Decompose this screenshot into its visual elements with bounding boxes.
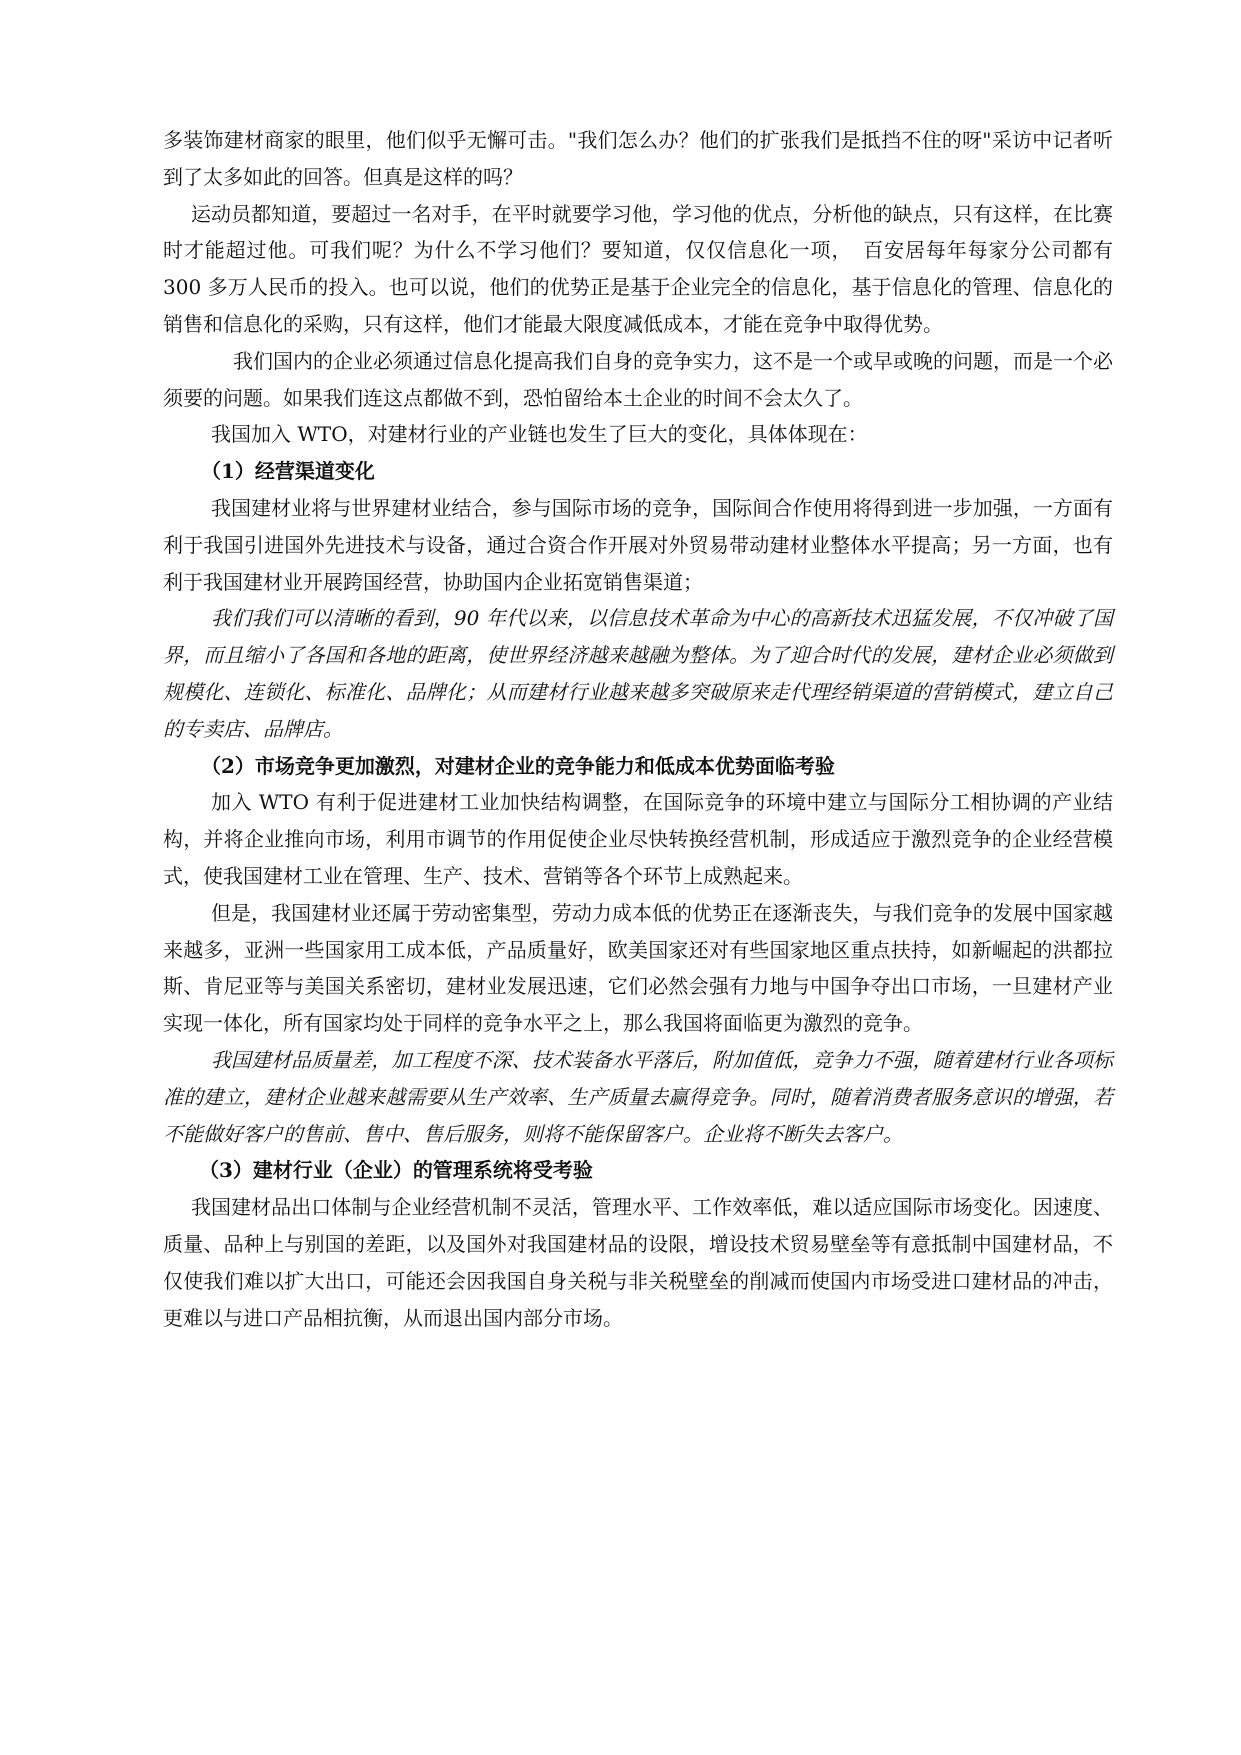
document-page [163,122,1113,1336]
paragraph-8: 但是，我国建材业还属于劳动密集型，劳动力成本低的优势正在逐渐丧失，与我们竞争的发展中国家越来越多，亚洲一些国家用工成本低，产品质量好，欧美国家还对有些国家地区重点扶持，如新崛起的洪都拉斯、肯尼亚等与美国关系密切，建材业发展迅速，它们必然会强有力地与中国争夺出口市场，一旦建材产业实现一体化，所有国家均处于同样的竞争水平之上，那么我国将面临更为激烈的竞争。 [163,900,1113,1036]
paragraph-7: 加入 WTO 有利于促进建材工业加快结构调整，在国际竞争的环境中建立与国际分工相协调的产业结构，并将企业推向市场，利用市调节的作用促使企业尽快转换经营机制，形成适应于激烈竞争的企业经营模式，使我国建材工业在管理、生产、技术、营销等各个环节上成熟起来。 [163,790,1113,888]
paragraph-4: 我国加入 WTO，对建材行业的产业链也发生了巨大的变化，具体体现在： [211,422,868,447]
section-heading-3: （3）建材行业（企业）的管理系统将受考验 [199,1158,593,1183]
paragraph-1: 多装饰建材商家的眼里，他们似乎无懈可击。"我们怎么办？他们的扩张我们是抵挡不住的呀"采访中记者听到了太多如此的回答。但真是这样的吗？ [163,128,1113,189]
section-heading-1: （1）经营渠道变化 [201,459,375,484]
paragraph-2: 运动员都知道，要超过一名对手，在平时就要学习他，学习他的优点，分析他的缺点，只有这样，在比赛时才能超过他。可我们呢？为什么不学习他们？要知道，仅仅信息化一项， 百安居每年每家分公司都有 300 多万人民币的投入。也可以说，他们的优势正是基于企业完全的信息化，基于信息化的管理、信息化的销售和信息化的采购，只有这样，他们才能最大限度减低成本，才能在竞争中取得优势。 [163,201,1113,336]
section-heading-2: （2）市场竞争更加激烈，对建材企业的竞争能力和低成本优势面临考验 [201,753,835,778]
paragraph-5: 我国建材业将与世界建材业结合，参与国际市场的竞争，国际间合作使用将得到进一步加强，一方面有利于我国引进国外先进技术与设备，通过合资合作开展对外贸易带动建材业整体水平提高；另一方面，也有利于我国建材业开展跨国经营，协助国内企业拓宽销售渠道； [163,495,1113,594]
paragraph-9-italic: 我国建材品质量差，加工程度不深、技术装备水平落后，附加值低，竞争力不强，随着建材行业各项标准的建立，建材企业越来越需要从生产效率、生产质量去赢得竞争。同时，随着消费者服务意识的增强，若不能做好客户的售前、售中、售后服务，则将不能保留客户。企业将不断失去客户。 [163,1047,1113,1146]
paragraph-3: 我们国内的企业必须通过信息化提高我们自身的竞争实力，这不是一个或早或晚的问题，而是一个必须要的问题。如果我们连这点都做不到，恐怕留给本土企业的时间不会太久了。 [163,348,1113,410]
paragraph-6-italic: 我们我们可以清晰的看到，90 年代以来，以信息技术革命为中心的高新技术迅猛发展，不仅冲破了国界，而且缩小了各国和各地的距离，使世界经济越来越融为整体。为了迎合时代的发展，建材企业必须做到规模化、连锁化、标准化、品牌化；从而建材行业越来越多突破原来走代理经销渠道的营销模式，建立自己的专卖店、品牌店。 [163,606,1113,741]
paragraph-10: 我国建材品出口体制与企业经营机制不灵活，管理水平、工作效率低，难以适应国际市场变化。因速度、质量、品种上与别国的差距，以及国外对我国建材品的设限，增设技术贸易壁垒等有意抵制中国建材品，不仅使我们难以扩大出口，可能还会因我国自身关税与非关税壁垒的削减而使国内市场受进口建材品的冲击，更难以与进口产品相抗衡，从而退出国内部分市场。 [163,1195,1113,1330]
